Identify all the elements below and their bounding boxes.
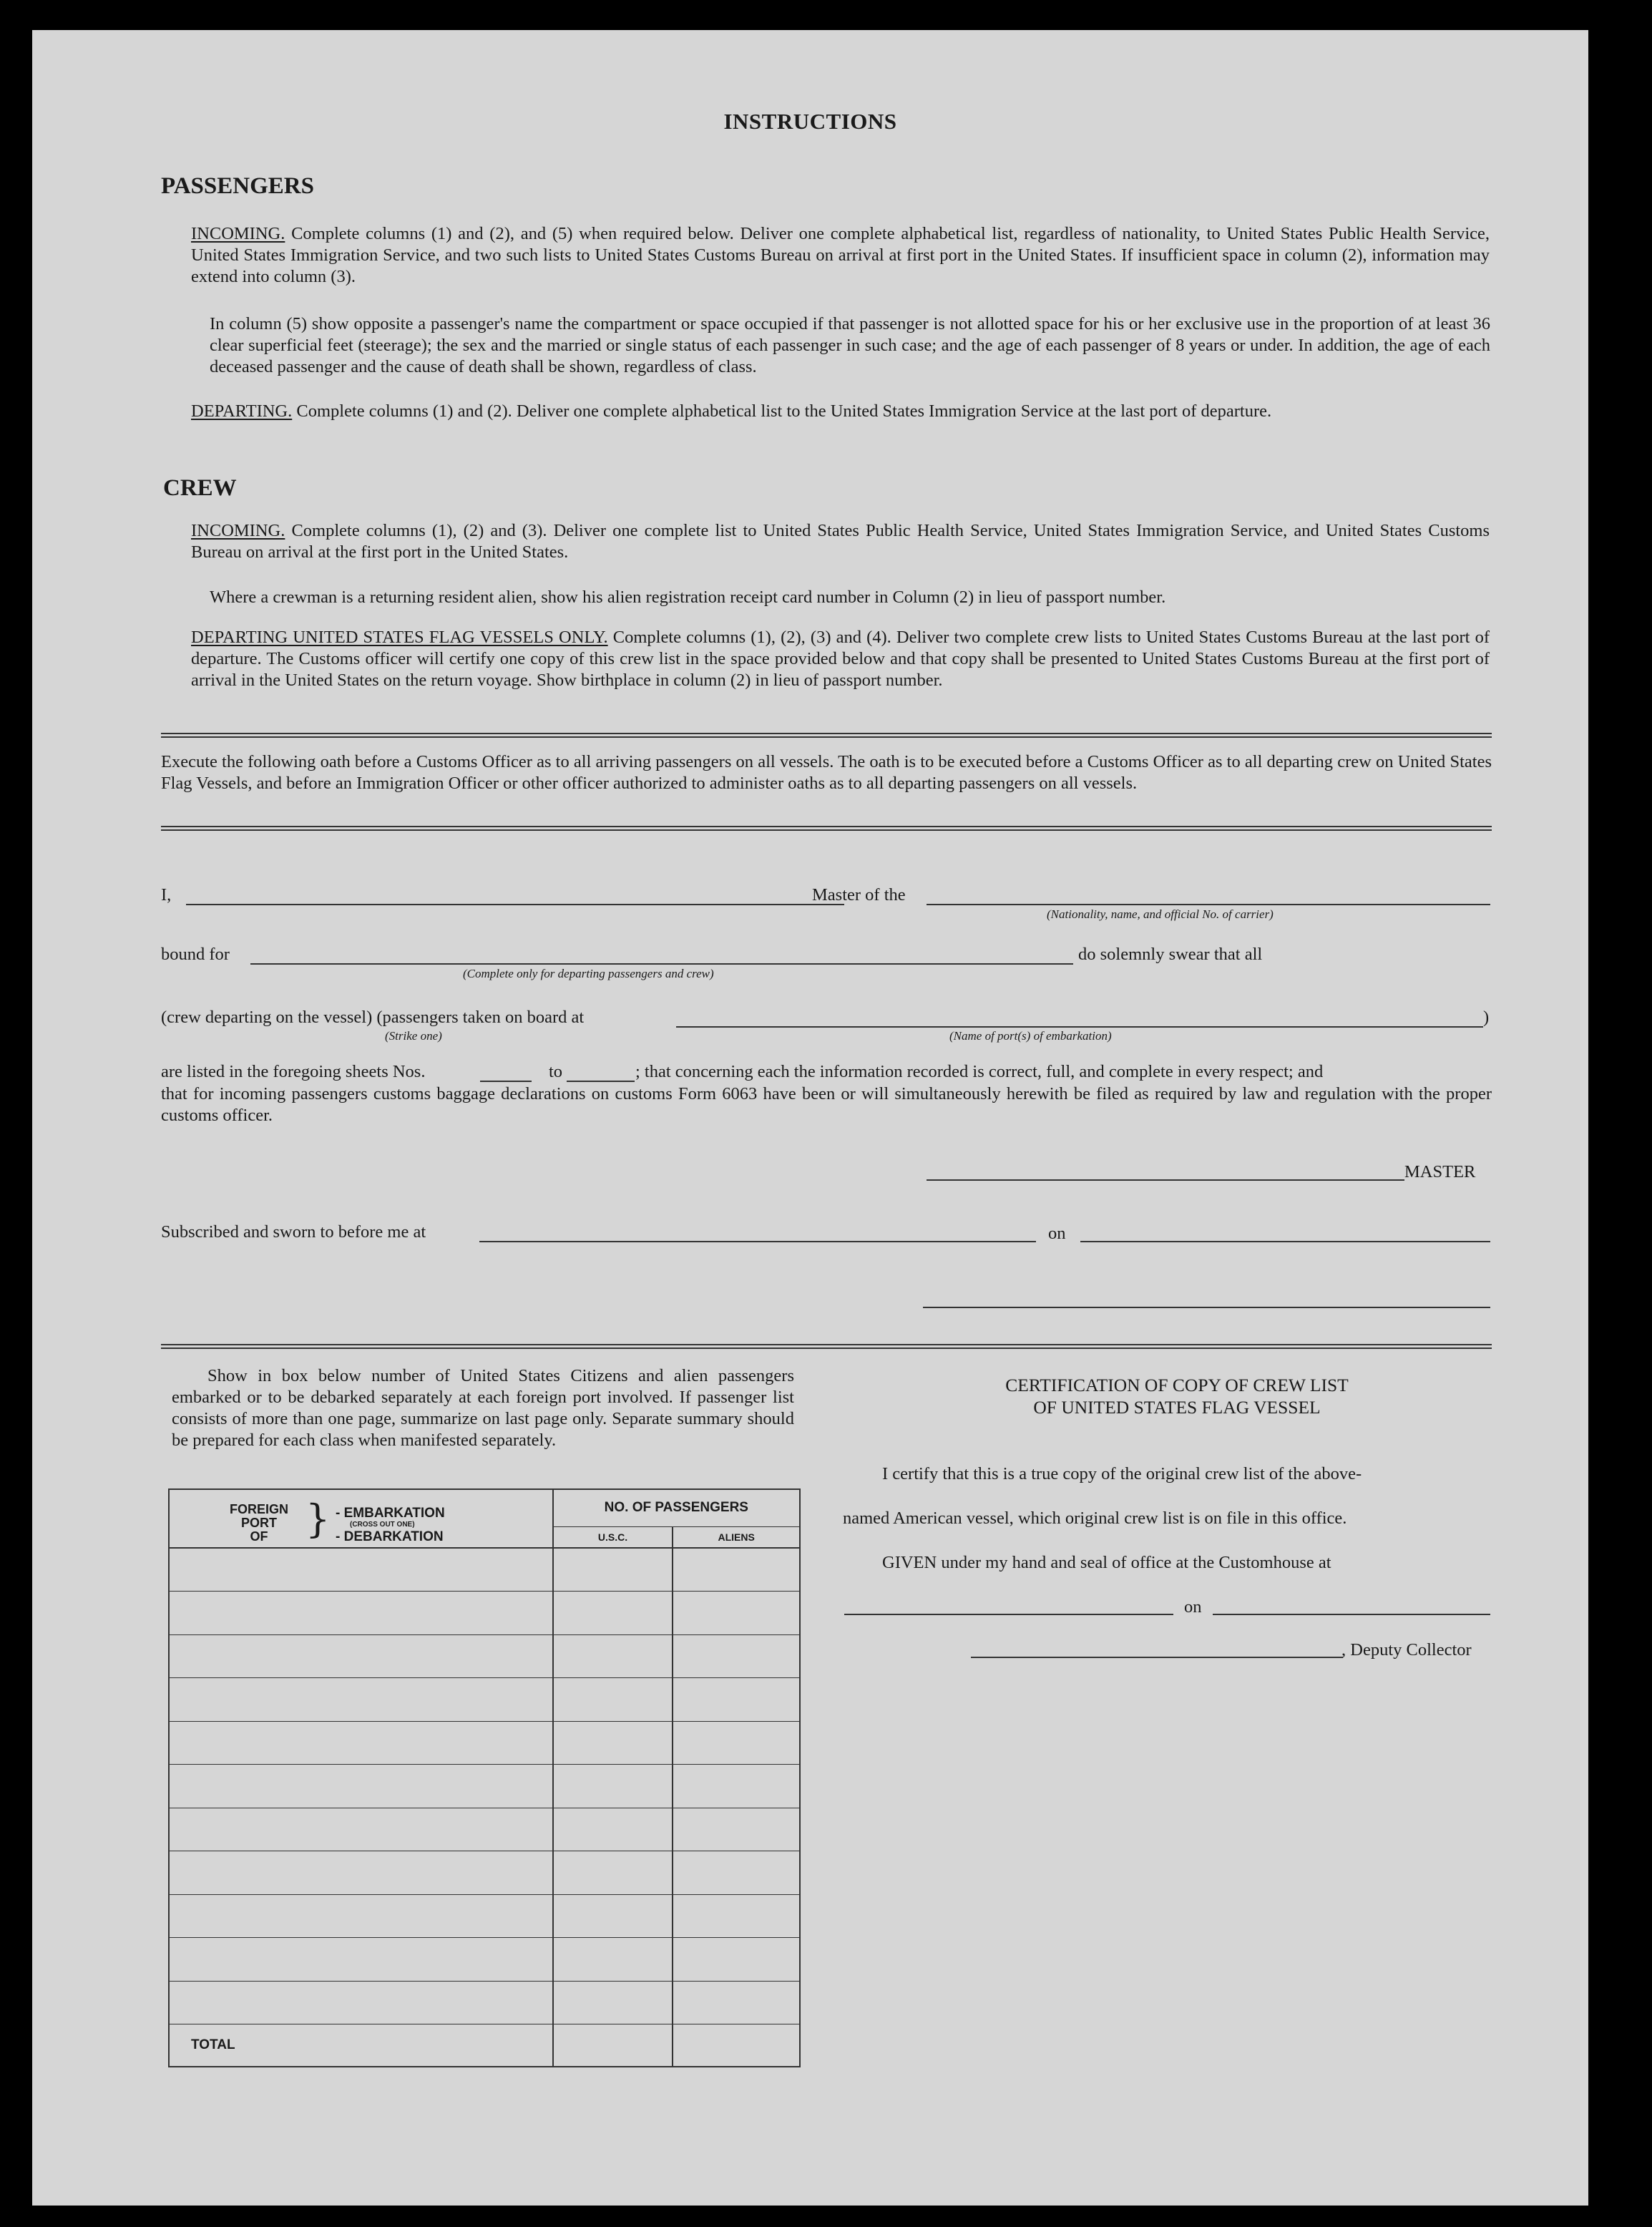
foreign-port-of — [220, 1503, 298, 1544]
crew-incoming-label: INCOMING. — [191, 521, 285, 540]
usc-cell[interactable] — [553, 1894, 673, 1938]
passengers-incoming-paragraph — [191, 223, 1490, 288]
aliens-cell[interactable] — [673, 1851, 800, 1895]
sheet-from-field[interactable] — [480, 1081, 532, 1082]
port-cell[interactable] — [169, 1808, 553, 1851]
port-cell[interactable] — [169, 1981, 553, 2024]
carrier-caption: (Nationality, name, and official No. of carrier) — [1047, 907, 1274, 921]
crew-incoming-paragraph — [191, 520, 1490, 563]
usc-cell[interactable] — [553, 1765, 673, 1808]
aliens-cell[interactable] — [673, 1894, 800, 1938]
oath-i-label: I, — [161, 885, 172, 905]
sworn-place-field[interactable] — [479, 1241, 1036, 1242]
passengers-column5-paragraph: In column (5) show opposite a passenger's name the compartment or space occupied if that passenger is not allotted space for his or her exclusive use in the proportion of at least 36 clear superficial feet (steerage); the sex and the married or single status of each passenger in such case; and the age of each passenger of 8 years or under. In addition, the age of each deceased passenger and the cause of death shall be shown, regardless of class. — [210, 314, 1490, 376]
master-name-field[interactable] — [186, 904, 844, 905]
bound-for-label: bound for — [161, 945, 230, 964]
usc-cell[interactable] — [553, 1548, 673, 1592]
master-of-the-label: Master of the — [812, 885, 906, 905]
embarkation-port-field[interactable] — [676, 1026, 1483, 1028]
cross-out-label: (CROSS OUT ONE) — [350, 1521, 415, 1529]
aliens-cell[interactable] — [673, 1678, 800, 1722]
port-cell[interactable] — [169, 1678, 553, 1722]
summary-row — [169, 1721, 800, 1765]
brace: } — [306, 1496, 331, 1541]
summary-row — [169, 1765, 800, 1808]
total-aliens-cell[interactable] — [673, 2024, 800, 2067]
master-signature-field[interactable] — [927, 1179, 1404, 1181]
certify-line-2: named American vessel, which original crew list is on file in this office. — [843, 1509, 1347, 1528]
summary-row — [169, 1851, 800, 1895]
certify-on-label: on — [1184, 1597, 1202, 1617]
usc-cell[interactable] — [553, 1592, 673, 1635]
crew-passengers-label: (crew departing on the vessel) (passengers taken on board at — [161, 1008, 585, 1027]
summary-row — [169, 1808, 800, 1851]
port-cell[interactable] — [169, 1592, 553, 1635]
summary-row — [169, 1548, 800, 1592]
divider — [161, 1344, 1492, 1349]
crew-departing-paragraph — [191, 627, 1490, 691]
no-of-passengers-header: NO. OF PASSENGERS — [553, 1489, 800, 1526]
summary-row — [169, 1894, 800, 1938]
port-label: PORT — [240, 1516, 277, 1530]
total-label: TOTAL — [169, 2024, 553, 2067]
total-usc-cell[interactable] — [553, 2024, 673, 2067]
passengers-incoming-text: Complete columns (1) and (2), and (5) when required below. Deliver one complete alphabetical list, regardless of nationality, to United States Public Health Service, United States Immigration Service, and two such lists to United States Customs Bureau on arrival at first port in the United States. If insufficient space in column (2), information may extend into column (3). — [191, 224, 1490, 286]
crew-resident-paragraph: Where a crewman is a returning resident alien, show his alien registration receipt card number in Column (2) in lieu of passport number. — [210, 588, 1166, 607]
listed-end: that for incoming passengers customs baggage declarations on customs Form 6063 have been or will simultaneously herewith be filed as required by law and regulation with the proper customs officer. — [161, 1084, 1492, 1125]
summary-row — [169, 1678, 800, 1722]
subscribed-label: Subscribed and sworn to before me at — [161, 1222, 426, 1242]
port-header — [169, 1489, 553, 1548]
passengers-departing-label: DEPARTING. — [191, 401, 293, 421]
certify-date-field[interactable] — [1213, 1614, 1490, 1615]
certification-title — [841, 1374, 1513, 1418]
summary-row — [169, 1981, 800, 2024]
port-cell[interactable] — [169, 1894, 553, 1938]
usc-cell[interactable] — [553, 1938, 673, 1982]
passengers-departing-text: Complete columns (1) and (2). Deliver one complete alphabetical list to the United States Immigration Service at the last port of departure. — [296, 401, 1272, 421]
sheet-to-field[interactable] — [567, 1081, 635, 1082]
aliens-cell[interactable] — [673, 1981, 800, 2024]
master-label: MASTER — [1404, 1162, 1476, 1181]
summary-instructions: Show in box below number of United States Citizens and alien passengers embarked or to be debarked separately at each foreign port involved. If passenger list consists of more than one page, summarize on last page only. Separate summary should be prepared for each class when manifested separately. — [172, 1366, 794, 1450]
aliens-cell[interactable] — [673, 1548, 800, 1592]
crew-departing-text: Complete columns (1), (2), (3) and (4). Deliver two complete crew lists to United States Customs Bureau at the last port of departure. The Customs officer will certify one copy of this crew list in the space provided below and that copy shall be presented to United States Customs Bureau at the first port of arrival in the United States on the return voyage. Show birthplace in column (2) in lieu of passport number. — [191, 628, 1490, 690]
port-cell[interactable] — [169, 1851, 553, 1895]
passengers-incoming-label: INCOMING. — [191, 224, 285, 243]
aliens-cell[interactable] — [673, 1765, 800, 1808]
form-page — [32, 30, 1588, 2206]
certification-title-line-1: CERTIFICATION OF COPY OF CREW LIST — [1005, 1375, 1349, 1395]
aliens-cell[interactable] — [673, 1808, 800, 1851]
passengers-heading: PASSENGERS — [161, 173, 314, 199]
crew-incoming-text: Complete columns (1), (2) and (3). Deliver one complete list to United States Public Health Service, United States Immigration Service, and United States Customs Bureau on arrival at the first port in the United States. — [191, 521, 1490, 562]
aliens-cell[interactable] — [673, 1592, 800, 1635]
usc-cell[interactable] — [553, 1851, 673, 1895]
usc-cell[interactable] — [553, 1981, 673, 2024]
bound-for-caption: (Complete only for departing passengers and crew) — [463, 967, 714, 980]
close-paren: ) — [1483, 1008, 1490, 1027]
bound-for-field[interactable] — [250, 963, 1073, 965]
listed-middle: ; that concerning each the information recorded is correct, full, and complete in every respect; and — [635, 1062, 1324, 1081]
deputy-signature-field[interactable] — [971, 1657, 1343, 1658]
port-cell[interactable] — [169, 1634, 553, 1678]
summary-row — [169, 1634, 800, 1678]
crew-heading: CREW — [163, 475, 237, 501]
oath-intro: Execute the following oath before a Customs Officer as to all arriving passengers on all vessels. The oath is to be executed before a Customs Officer as to all departing crew on United States Flag Vessels, and before an Immigration Officer or other officer authorized to administer oaths as to all departing passengers on all vessels. — [161, 752, 1492, 793]
listed-to: to — [549, 1062, 563, 1081]
customhouse-field[interactable] — [844, 1614, 1173, 1615]
aliens-cell[interactable] — [673, 1634, 800, 1678]
sworn-date-field[interactable] — [1080, 1241, 1490, 1242]
total-row — [169, 2024, 800, 2067]
port-cell[interactable] — [169, 1721, 553, 1765]
summary-row — [169, 1592, 800, 1635]
certify-line-3: GIVEN under my hand and seal of office at the Customhouse at — [882, 1553, 1331, 1572]
divider — [161, 826, 1492, 831]
debarkation-label: - DEBARKATION — [336, 1529, 444, 1544]
usc-header: U.S.C. — [553, 1526, 673, 1548]
certify-line-1: I certify that this is a true copy of the original crew list of the above- — [882, 1464, 1362, 1483]
deputy-collector-label: , Deputy Collector — [1341, 1640, 1472, 1660]
usc-cell[interactable] — [553, 1808, 673, 1851]
divider — [161, 733, 1492, 738]
aliens-header: ALIENS — [673, 1526, 800, 1548]
listed-start: are listed in the foregoing sheets Nos. — [161, 1062, 426, 1081]
port-cell[interactable] — [169, 1938, 553, 1982]
usc-cell[interactable] — [553, 1678, 673, 1722]
passenger-summary-table — [168, 1488, 801, 2067]
summary-row — [169, 1938, 800, 1982]
of-label: OF — [250, 1529, 268, 1544]
aliens-cell[interactable] — [673, 1938, 800, 1982]
usc-cell[interactable] — [553, 1721, 673, 1765]
certification-title-line-2: OF UNITED STATES FLAG VESSEL — [1033, 1397, 1321, 1418]
passengers-departing-paragraph — [191, 401, 1490, 422]
carrier-field[interactable] — [927, 904, 1490, 905]
ports-caption: (Name of port(s) of embarkation) — [949, 1029, 1112, 1043]
port-cell[interactable] — [169, 1765, 553, 1808]
crew-departing-label: DEPARTING UNITED STATES FLAG VESSELS ONLY. — [191, 628, 608, 647]
officer-signature-field[interactable] — [923, 1307, 1490, 1308]
aliens-cell[interactable] — [673, 1721, 800, 1765]
sworn-on-label: on — [1048, 1224, 1066, 1243]
embarkation-label: - EMBARKATION — [336, 1506, 445, 1521]
foreign-label: FOREIGN — [229, 1502, 288, 1516]
page-title: INSTRUCTIONS — [723, 109, 897, 134]
usc-cell[interactable] — [553, 1634, 673, 1678]
port-cell[interactable] — [169, 1548, 553, 1592]
strike-one-caption: (Strike one) — [385, 1029, 442, 1043]
swear-label: do solemnly swear that all — [1078, 945, 1263, 964]
